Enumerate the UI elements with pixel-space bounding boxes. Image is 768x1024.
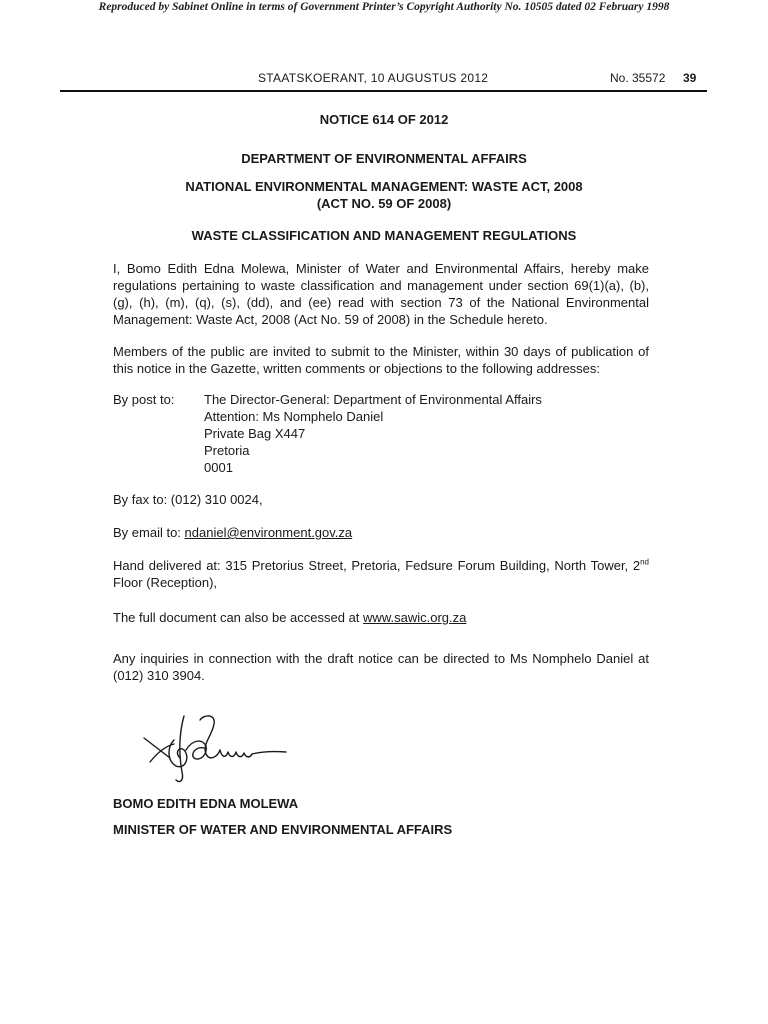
address-line: The Director-General: Department of Environmental Affairs [204,392,542,407]
fax-line: By fax to: (012) 310 0024, [113,492,263,507]
ordinal-suffix: nd [640,557,649,567]
email-link[interactable]: ndaniel@environment.gov.za [184,525,353,540]
hand-delivery-text: Hand delivered at: 315 Pretorius Street, Pretoria, Fedsure Forum Building, North Tower, 2 [113,558,641,573]
act-number: (ACT NO. 59 OF 2008) [316,196,452,211]
full-document-text: The full document can also be accessed at [113,610,364,625]
hand-delivery-paragraph [113,557,649,591]
signatory-name: BOMO EDITH EDNA MOLEWA [113,796,299,811]
email-line [113,524,649,541]
address-line: Private Bag X447 [204,426,306,441]
address-line: Attention: Ms Nomphelo Daniel [204,409,384,424]
act-title: NATIONAL ENVIRONMENTAL MANAGEMENT: WASTE ACT, 2008 [185,179,583,194]
page-number: 39 [683,71,697,85]
website-link[interactable]: www.sawic.org.za [363,610,467,625]
email-label: By email to: [113,525,185,540]
notice-number: NOTICE 614 OF 2012 [319,112,449,127]
header-rule [60,90,707,92]
hand-delivery-floor: Floor (Reception), [113,575,218,590]
post-label: By post to: [113,392,175,407]
intro-paragraph: I, Bomo Edith Edna Molewa, Minister of Water and Environmental Affairs, hereby make regulations pertaining to waste classification and management under section 69(1)(a), (b), (g), (h), (m), (q), (s), (dd), and (ee) read with section 73 of the National Environmental Management: Waste Act, 2008 (Act No. 59 of 2008) in the Schedule hereto. [113,261,649,327]
regulations-title: WASTE CLASSIFICATION AND MANAGEMENT REGULATIONS [191,228,577,243]
inquiries-paragraph: Any inquiries in connection with the draft notice can be directed to Ms Nomphelo Daniel at (012) 310 3904. [113,651,649,683]
invitation-paragraph: Members of the public are invited to submit to the Minister, within 30 days of publication of this notice in the Gazette, written comments or objections to the following addresses: [113,344,649,376]
signature [140,710,290,785]
full-document-line [113,609,649,626]
gazette-title: STAATSKOERANT, 10 AUGUSTUS 2012 [258,71,489,85]
department-heading: DEPARTMENT OF ENVIRONMENTAL AFFAIRS [241,151,527,166]
address-line: Pretoria [204,443,250,458]
address-line: 0001 [204,460,233,475]
gazette-number: No. 35572 [610,71,666,85]
signatory-title: MINISTER OF WATER AND ENVIRONMENTAL AFFAIRS [113,822,453,837]
copyright-banner: Reproduced by Sabinet Online in terms of Government Printer’s Copyright Authority No. 10505 dated 02 February 1998 [98,1,670,13]
